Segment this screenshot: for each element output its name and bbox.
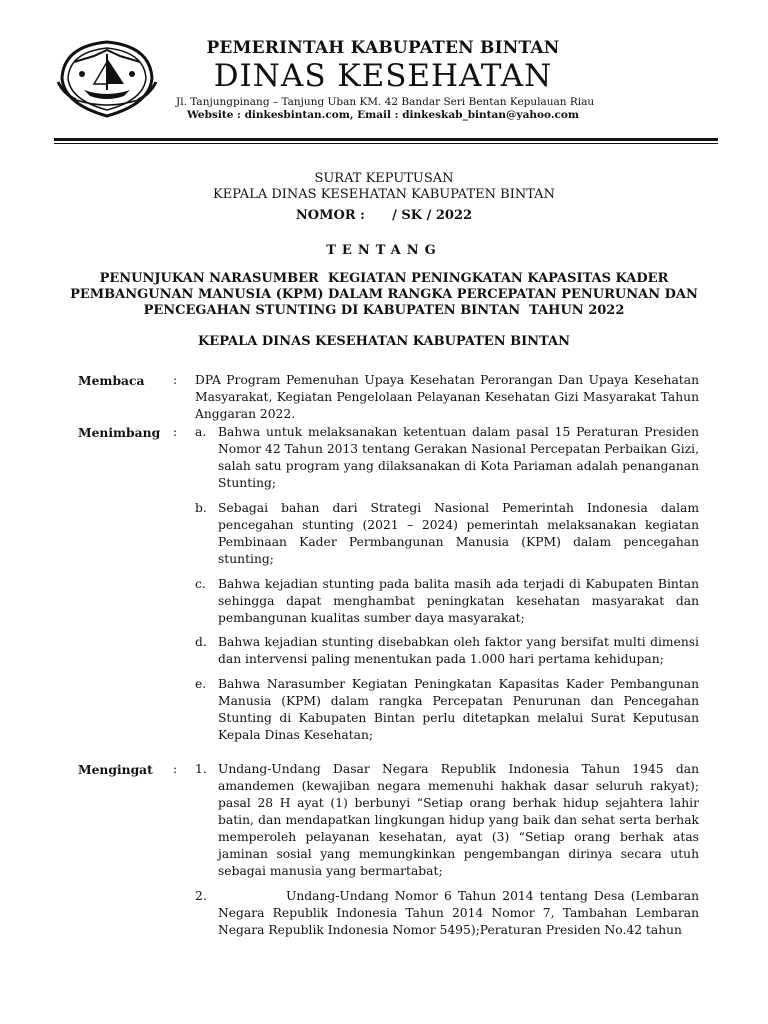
membaca-text: DPA Program Pemenuhan Upaya Kesehatan Perorangan Dan Upaya Kesehatan Masyarakat, Kegiatan Pengelolaan Pelayanan Kesehatan Gizi Masyarakat Tahun Anggaran 2022. bbox=[195, 373, 699, 421]
head-of-agency: KEPALA DINAS KESEHATAN KABUPATEN BINTAN bbox=[198, 334, 570, 349]
menimbang-item-mark: b. bbox=[195, 501, 207, 515]
mengingat-item-mark: 1. bbox=[195, 762, 207, 776]
menimbang-item: Sebagai bahan dari Strategi Nasional Pemerintah Indonesia dalam pencegahan stunting (2021 – 2024) pemerintah melaksanakan kegiatan Pembinaan Kader Permbangunan Manusia (KPM) dalam pencegahan stunting; bbox=[218, 501, 699, 566]
letterhead-address: Jl. Tanjungpinang – Tanjung Uban KM. 42 Bandar Seri Bentan Kepulauan Riau bbox=[176, 96, 595, 108]
mengingat-colon: : bbox=[173, 762, 178, 776]
decree-subject bbox=[40, 271, 728, 319]
kabupaten-logo-icon bbox=[54, 38, 160, 118]
menimbang-item-mark: a. bbox=[195, 425, 207, 439]
subject-line: PENCEGAHAN STUNTING DI KABUPATEN BINTAN TAHUN 2022 bbox=[143, 303, 625, 318]
tentang-heading: TENTANG bbox=[326, 243, 442, 258]
menimbang-label: Menimbang bbox=[78, 425, 161, 440]
mengingat-item-mark: 2. bbox=[195, 889, 207, 903]
membaca-colon: : bbox=[173, 373, 178, 387]
letterhead-government: PEMERINTAH KABUPATEN BINTAN bbox=[206, 38, 560, 58]
letterhead-divider-thick bbox=[54, 138, 718, 141]
decree-number: NOMOR : / SK / 2022 bbox=[295, 208, 473, 223]
subject-line: PENUNJUKAN NARASUMBER KEGIATAN PENINGKATAN KAPASITAS KADER bbox=[99, 271, 669, 286]
menimbang-colon: : bbox=[173, 425, 178, 439]
mengingat-item: Undang-Undang Nomor 6 Tahun 2014 tentang Desa (Lembaran Negara Republik Indonesia Tahun 2014 Nomor 7, Tambahan Lembaran Negara Republik Indonesia Nomor 5495);Peraturan Presiden No.42 tahun bbox=[218, 889, 699, 937]
mengingat-item: Undang-Undang Dasar Negara Republik Indonesia Tahun 1945 dan amandemen (kewajiban negara memenuhi hakhak dasar seluruh rakyat); pasal 28 H ayat (1) berbunyi “Setiap orang berhak hidup sejahtera lahir batin, dan mendapatkan lingkungan hidup yang baik dan sehat serta berhak memperoleh pelayanan kesehatan, ayat (3) “Setiap orang berhak atas jaminan sosial yang memungkinkan pengembangan dirinya secara utuh sebagai manusia yang bermartabat; bbox=[218, 762, 699, 878]
menimbang-item: Bahwa Narasumber Kegiatan Peningkatan Kapasitas Kader Pembangunan Manusia (KPM) dalam rangka Percepatan Penurunan dan Pencegahan Stunting di Kabupaten Bintan perlu ditetapkan melalui Surat Keputusan Kepala Dinas Kesehatan; bbox=[218, 677, 699, 742]
menimbang-item-mark: d. bbox=[195, 635, 207, 649]
subject-line: PEMBANGUNAN MANUSIA (KPM) DALAM RANGKA PERCEPATAN PENURUNAN DAN bbox=[70, 287, 698, 302]
menimbang-item: Bahwa kejadian stunting pada balita masih ada terjadi di Kabupaten Bintan sehingga dapat menghambat peningkatan kesehatan masyarakat dan pembangunan kualitas sumber daya masyarakat; bbox=[218, 577, 699, 625]
menimbang-item: Bahwa untuk melaksanakan ketentuan dalam pasal 15 Peraturan Presiden Nomor 42 Tahun 2013 tentang Gerakan Nasional Percepatan Perbaikan Gizi, salah satu program yang dilaksanakan di Kota Pariaman adalah penanganan Stunting; bbox=[218, 425, 699, 490]
menimbang-item: Bahwa kejadian stunting disebabkan oleh faktor yang bersifat multi dimensi dan intervensi paling menentukan pada 1.000 hari pertama kehidupan; bbox=[218, 635, 699, 666]
letterhead-divider-thin bbox=[54, 143, 718, 144]
menimbang-item-mark: c. bbox=[195, 577, 206, 591]
decree-issuer: KEPALA DINAS KESEHATAN KABUPATEN BINTAN bbox=[213, 187, 555, 202]
decree-title: SURAT KEPUTUSAN bbox=[314, 171, 454, 186]
letterhead-agency: DINAS KESEHATAN bbox=[213, 58, 553, 94]
letterhead-contact: Website : dinkesbintan.com, Email : dinkeskab_bintan@yahoo.com bbox=[187, 109, 579, 121]
menimbang-item-mark: e. bbox=[195, 677, 207, 691]
mengingat-label: Mengingat bbox=[78, 762, 153, 777]
membaca-label: Membaca bbox=[78, 373, 145, 388]
